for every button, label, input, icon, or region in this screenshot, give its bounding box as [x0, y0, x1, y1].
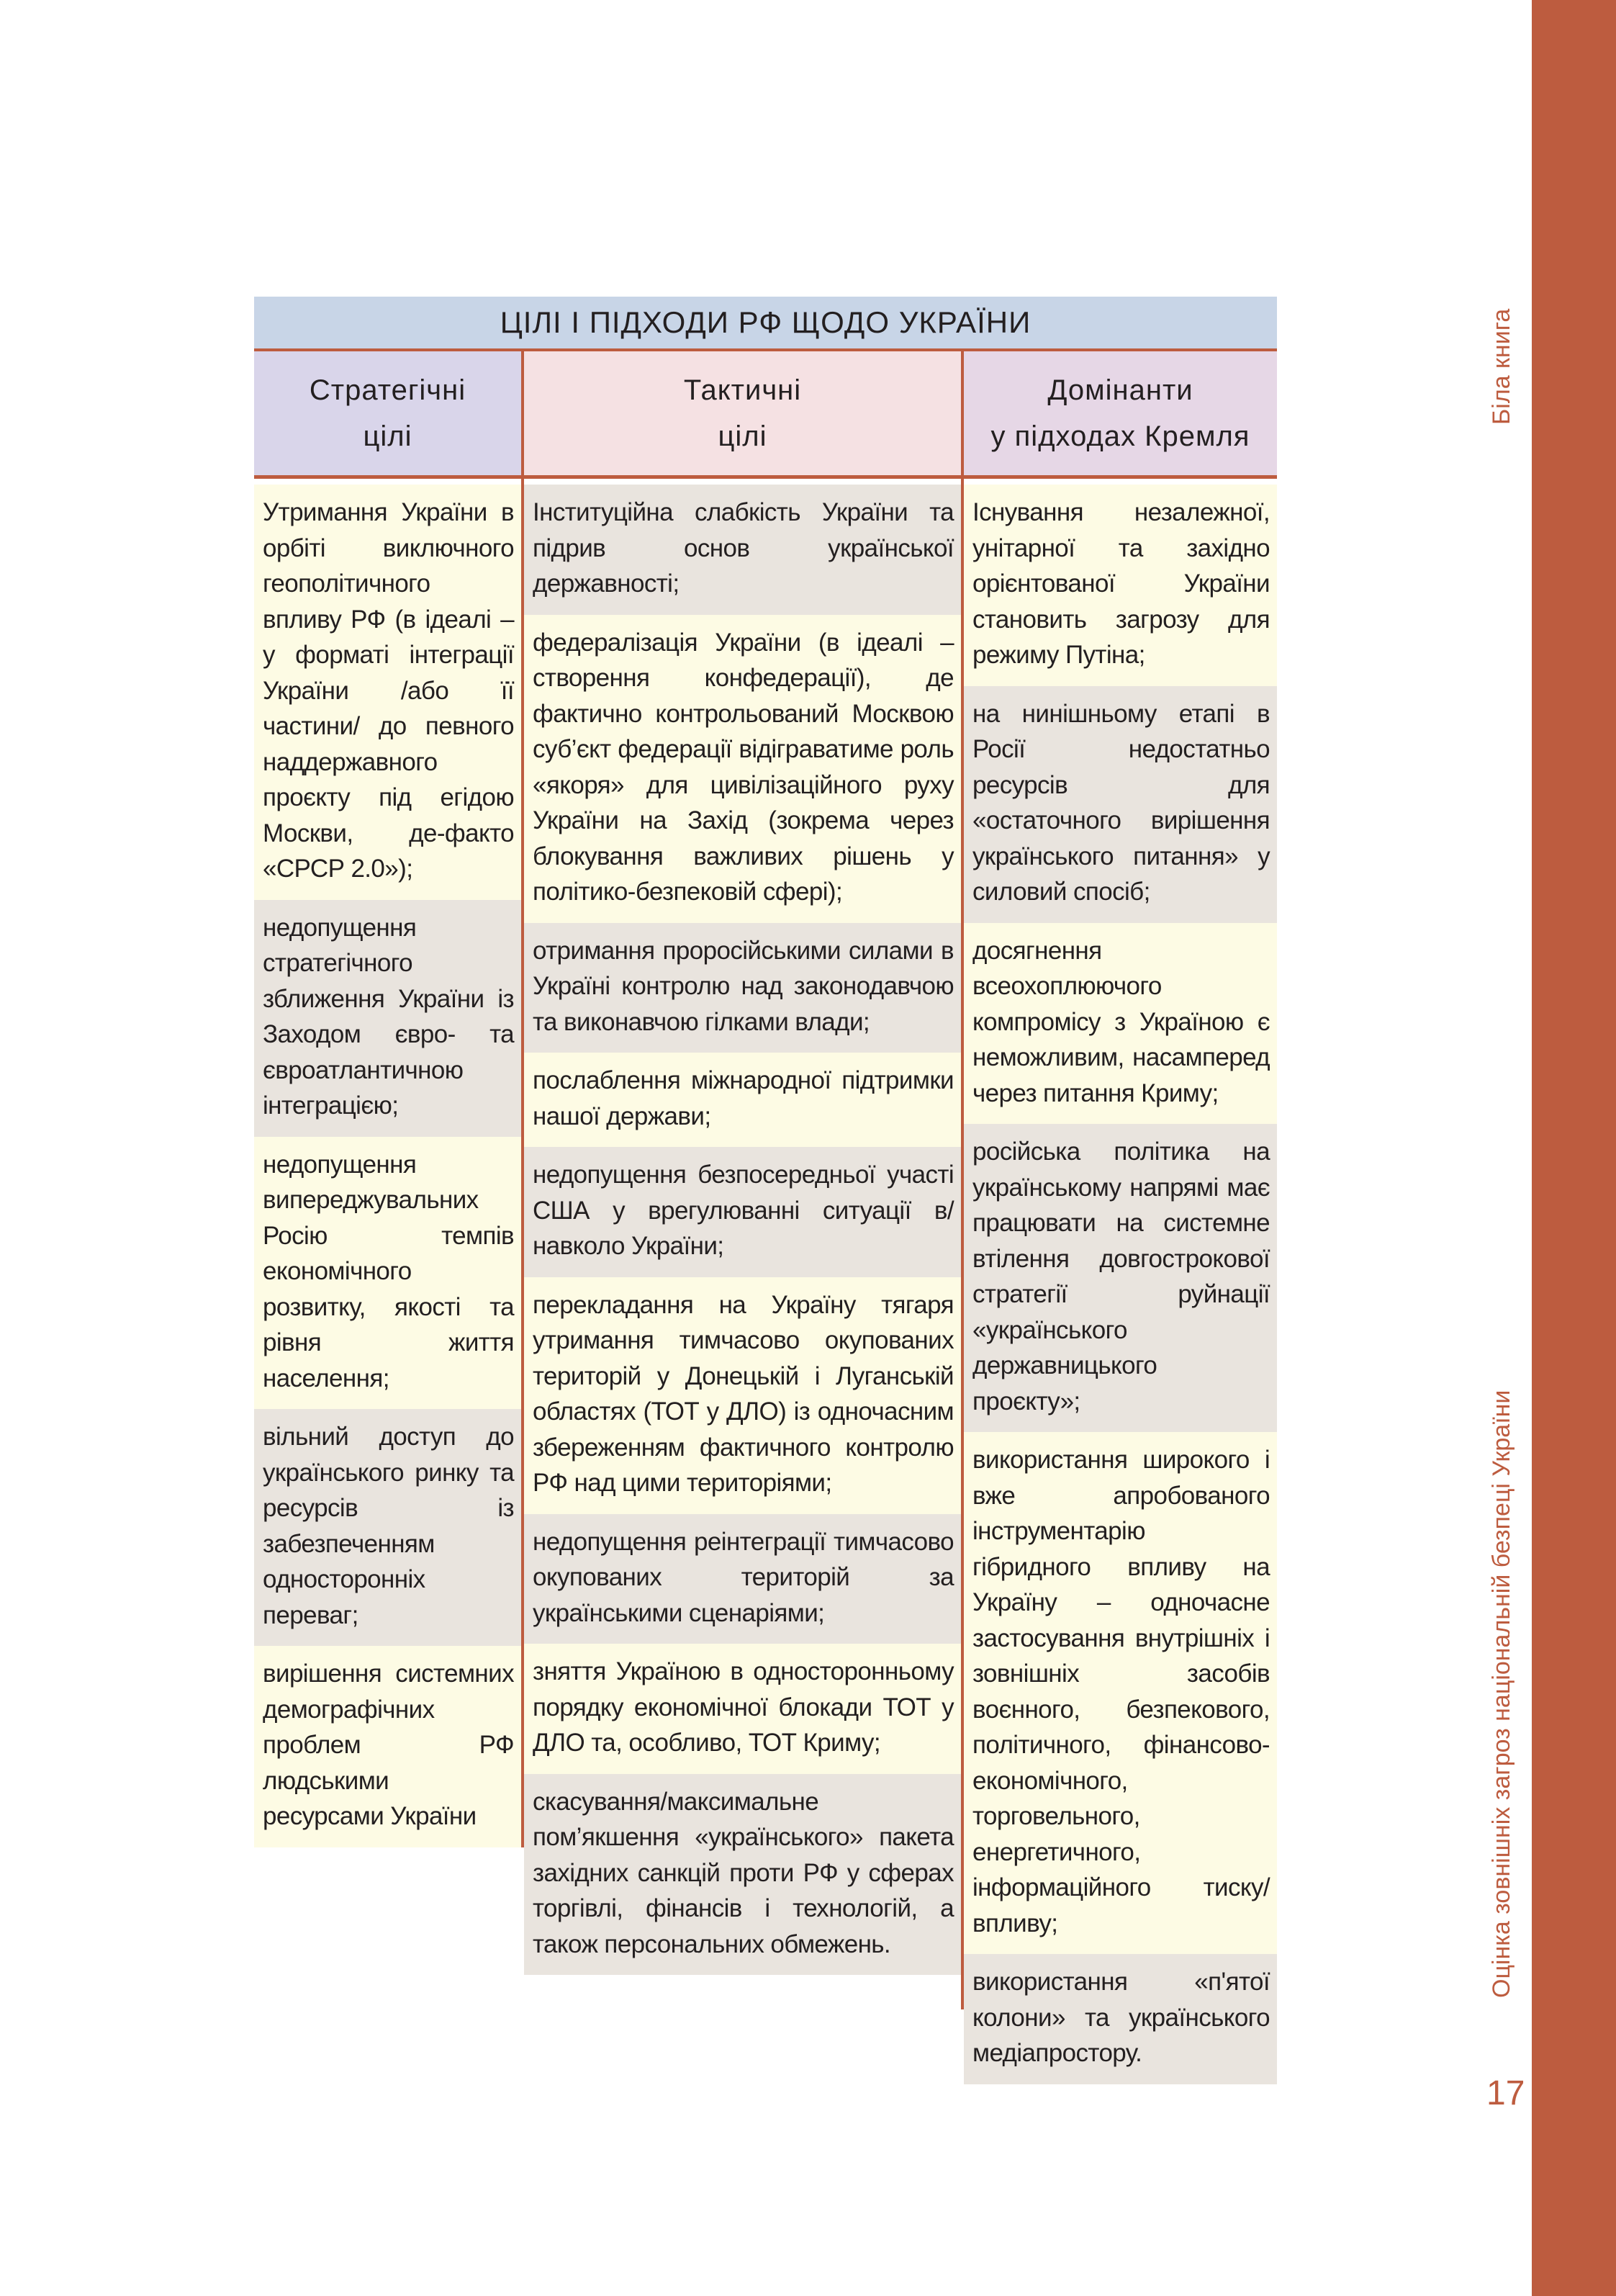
tactical-item: отримання проросійськими силами в Україні контролю над законодавчою та виконавчою гілками влади; — [524, 923, 961, 1053]
strategic-item: вільний доступ до українського ринку та ресурсів із забезпеченням односторонніх переваг; — [254, 1409, 521, 1646]
tactical-item: послаблення міжнародної підтримки нашої держави; — [524, 1053, 961, 1147]
dominant-item: досягнення всеохоплюючого компромісу з Україною є неможливим, насамперед через питання Криму; — [964, 923, 1277, 1125]
tactical-item: скасування/максимальне пом’якшення «українського» пакета західних санкцій проти РФ у сферах торгівлі, фінансів і технологій, а також персональних обмежень. — [524, 1774, 961, 1976]
dominants-column — [964, 479, 1277, 2084]
tactical-item: зняття Україною в односторонньому порядку економічної блокади ТОТ у ДЛО та, особливо, ТОТ Криму; — [524, 1644, 961, 1774]
page-number: 17 — [1486, 2074, 1525, 2112]
tactical-item: Інституційна слабкість України та підрив основ української державності; — [524, 485, 961, 615]
dominant-item: Існування незалежної, унітарної та західно орієнтованої України становить загрозу для режиму Путіна; — [964, 485, 1277, 686]
header-dominants — [964, 351, 1277, 475]
header-tactical — [524, 351, 964, 475]
table-title: ЦІЛІ І ПІДХОДИ РФ ЩОДО УКРАЇНИ — [254, 297, 1277, 351]
header-tactical-line1: Тактичні — [683, 374, 802, 406]
strategic-item: недопущення стратегічного зближення України із Заходом євро- та євроатлантичною інтеграцією; — [254, 900, 521, 1137]
strategic-item: недопущення випереджувальних Росію темпів економічного розвитку, якості та рівня життя населення; — [254, 1137, 521, 1410]
book-label: Біла книга — [1488, 308, 1515, 425]
dominant-item: використання «п'ятої колони» та українського медіапростору. — [964, 1954, 1277, 2084]
header-strategic-line2: цілі — [363, 420, 412, 452]
tactical-item: недопущення безпосередньої участі США у врегулюванні ситуації в/навколо України; — [524, 1147, 961, 1277]
table-body — [254, 479, 1277, 2084]
header-tactical-line2: цілі — [718, 420, 767, 452]
table-header-row — [254, 351, 1277, 479]
dominant-item: використання широкого і вже апробованого інструментарію гібридного впливу на Україну – одночасне застосування внутрішніх і зовнішніх засобів воєнного, безпекового, політичного, фінансово-економічного, торговельного, енергетичного, інформаційного тиску/впливу; — [964, 1432, 1277, 1954]
tactical-item: перекладання на Україну тягаря утримання тимчасово окупованих територій у Донецькій і Луганській областях (ТОТ у ДЛО) із одночасним збереженням фактичного контролю РФ над цими територіями; — [524, 1277, 961, 1514]
strategic-column — [254, 479, 524, 1847]
strategic-item: Утримання України в орбіті виключного геополітичного впливу РФ (в ідеалі – у форматі інтеграції України /або її частини/ до певного наддержавного проєкту під егідою Москви, де-факто «СРСР 2.0»); — [254, 485, 521, 900]
tactical-item: недопущення реінтеграції тимчасово окупованих територій за українськими сценаріями; — [524, 1514, 961, 1644]
header-strategic-line1: Стратегічні — [309, 374, 466, 406]
tactical-column — [524, 479, 964, 2009]
dominant-item: російська політика на українському напрямі має працювати на системне втілення довгострокової стратегії руйнації «українського державницького проєкту»; — [964, 1124, 1277, 1432]
goals-table — [254, 297, 1277, 2084]
header-dominants-line1: Домінанти — [1047, 374, 1193, 406]
dominant-item: на нинішньому етапі в Росії недостатньо ресурсів для «остаточного вирішення українського питання» у силовий спосіб; — [964, 686, 1277, 923]
header-dominants-line2: у підходах Кремля — [990, 420, 1250, 452]
header-strategic — [254, 351, 524, 475]
tactical-item: федералізація України (в ідеалі – створення конфедерації), де фактично контрольований Москвою суб’єкт федерації відіграватиме роль «якоря» для цивілізаційного руху України на Захід (зокрема через блокування важливих рішень у політико-безпековій сфері); — [524, 615, 961, 923]
book-title: Оцінка зовнішніх загроз національній безпеці України — [1488, 1390, 1515, 1998]
sidebar-band — [1532, 0, 1616, 2296]
strategic-item: вирішення системних демографічних проблем РФ людськими ресурсами України — [254, 1646, 521, 1847]
